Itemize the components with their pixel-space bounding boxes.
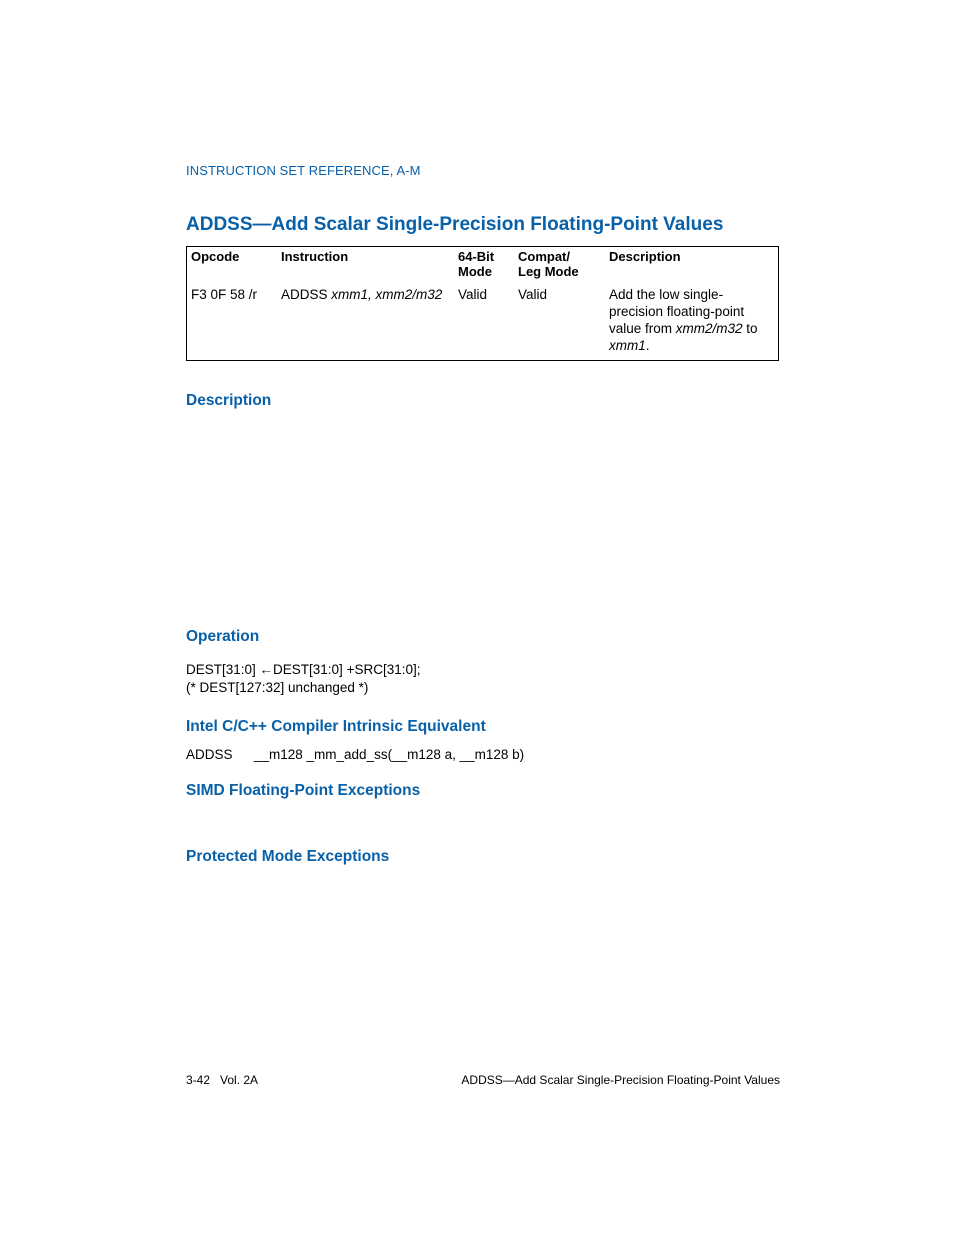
col-header-64bit-mode [458,249,494,279]
desc-line-2: precision floating-point [609,304,745,319]
col-header-opcode: Opcode [191,249,240,264]
desc-line-4-post: . [645,338,650,353]
desc-line-3-post: to [742,321,758,336]
desc-line-1: Add the low single- [609,287,724,302]
col-header-compat-mode [518,249,579,279]
col-header-description: Description [609,249,681,264]
desc-line-4 [609,337,758,354]
cell-description [609,286,758,354]
section-heading-intrinsic: Intel C/C++ Compiler Intrinsic Equivalent [186,718,486,735]
desc-line-3-pre: value from [609,321,676,336]
instruction-operands: xmm1, xmm2/m32 [331,287,443,302]
desc-line-4-operand: xmm1 [609,338,646,353]
col-header-instruction: Instruction [281,249,349,264]
instruction-mnemonic: ADDSS [281,287,328,302]
opcode-table [186,246,779,361]
section-heading-description: Description [186,392,272,409]
section-heading-simd-exceptions: SIMD Floating-Point Exceptions [186,782,421,799]
cell-opcode: F3 0F 58 /r [191,287,258,302]
desc-line-3 [609,320,758,337]
operation-line-1: DEST[31:0] ←DEST[31:0] +SRC[31:0]; [186,662,421,677]
operation-code [186,661,420,697]
footer-title: ADDSS—Add Scalar Single-Precision Floating-Point Values [461,1073,780,1087]
col-header-64bit-line1: 64-Bit [458,249,495,264]
col-header-compat-line2: Leg Mode [518,264,579,279]
cell-64bit-mode: Valid [458,287,488,302]
section-heading-protected-mode: Protected Mode Exceptions [186,848,390,865]
cell-compat-mode: Valid [518,287,548,302]
footer-page-number: 3-42 Vol. 2A [186,1073,259,1087]
running-head: INSTRUCTION SET REFERENCE, A-M [186,163,421,178]
operation-line-2: (* DEST[127:32] unchanged *) [186,680,369,695]
cell-instruction [281,286,442,303]
intrinsic-name: ADDSS [186,747,233,762]
page-title: ADDSS—Add Scalar Single-Precision Floating-Point Values [186,214,724,235]
intrinsic-signature: __m128 _mm_add_ss(__m128 a, __m128 b) [254,747,525,762]
section-heading-operation: Operation [186,628,260,645]
col-header-compat-line1: Compat/ [518,249,570,264]
col-header-64bit-line2: Mode [458,264,492,279]
desc-line-3-operand: xmm2/m32 [675,321,743,336]
